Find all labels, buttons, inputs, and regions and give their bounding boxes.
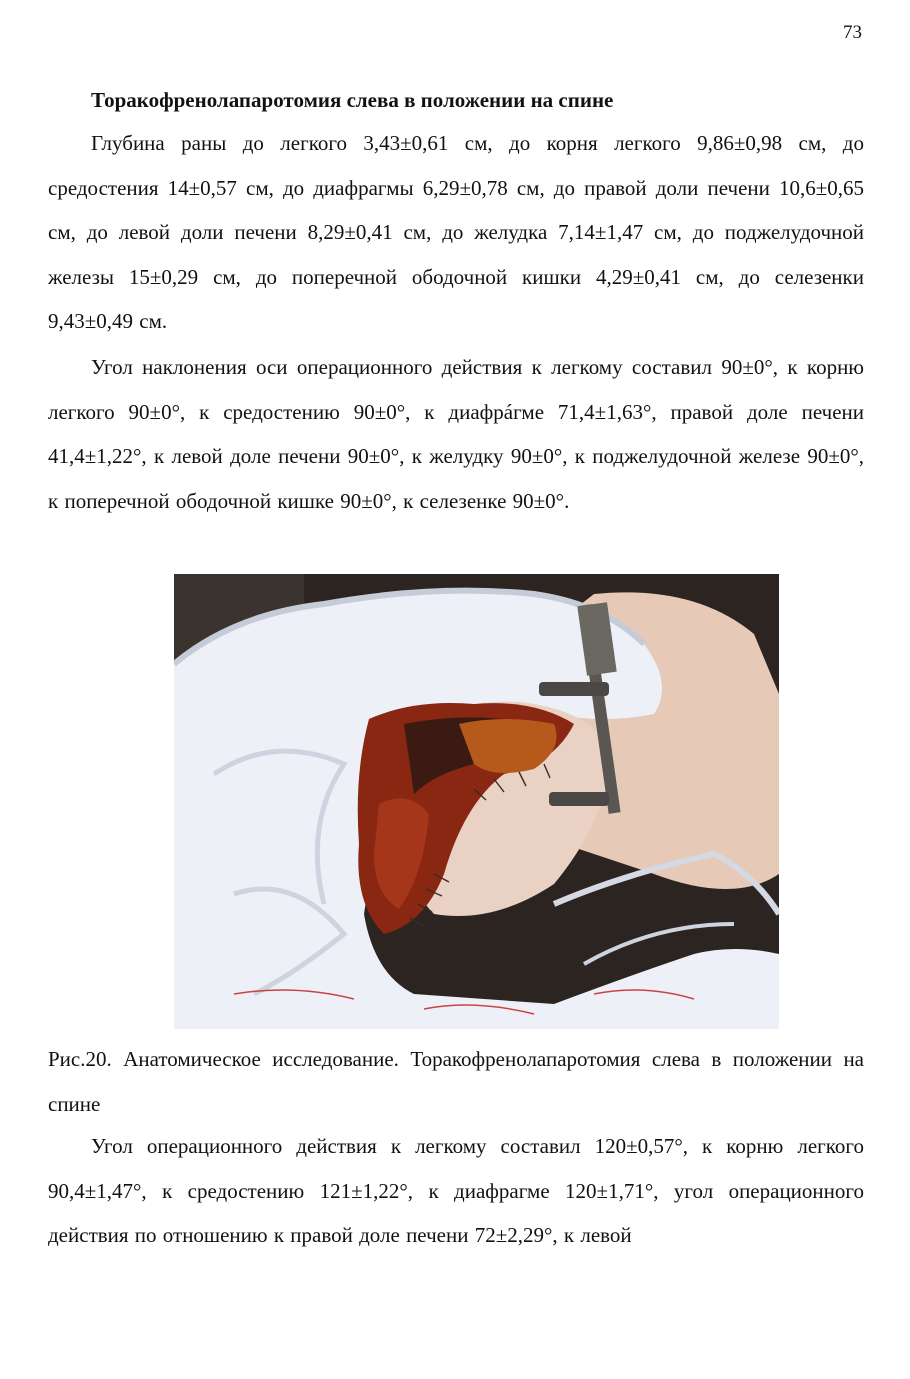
paragraph-operative-angles: Угол операционного действия к легкому составил 120±0,57°, к корню легкого 90,4±1,47°, к средостению 121±1,22°, к диафрагме 120±1,71°, угол операционного действия по отношению к правой доле печени 72±2,29°, к левой [48, 1134, 864, 1247]
paragraph-axis-angles: Угол наклонения оси операционного действия к легкому составил 90±0°, к корню легкого 90±0°, к средостению 90±0°, к диафрáгме 71,4±1,63°, правой доле печени 41,4±1,22°, к левой доле печени 90±0°, к желудку 90±0°, к поджелудочной железе 90±0°, к поперечной ободочной кишке 90±0°, к селезенке 90±0°. [48, 355, 864, 513]
section-heading: Торакофренолапаротомия слева в положении на спине [91, 88, 614, 112]
figure-photo [174, 574, 779, 1029]
page-number: 73 [843, 22, 862, 43]
figure-caption: Рис.20. Анатомическое исследование. Торакофренолапаротомия слева в положении на спине [48, 1047, 864, 1116]
surgical-photo-illustration [174, 574, 779, 1029]
paragraph-wound-depth: Глубина раны до легкого 3,43±0,61 см, до корня легкого 9,86±0,98 см, до средостения 14±0,57 см, до диафрагмы 6,29±0,78 см, до правой доли печени 10,6±0,65 см, до левой доли печени 8,29±0,41 см, до желудка 7,14±1,47 см, до поджелудочной железы 15±0,29 см, до поперечной ободочной кишки 4,29±0,41 см, до селезенки 9,43±0,49 см. [48, 131, 864, 333]
